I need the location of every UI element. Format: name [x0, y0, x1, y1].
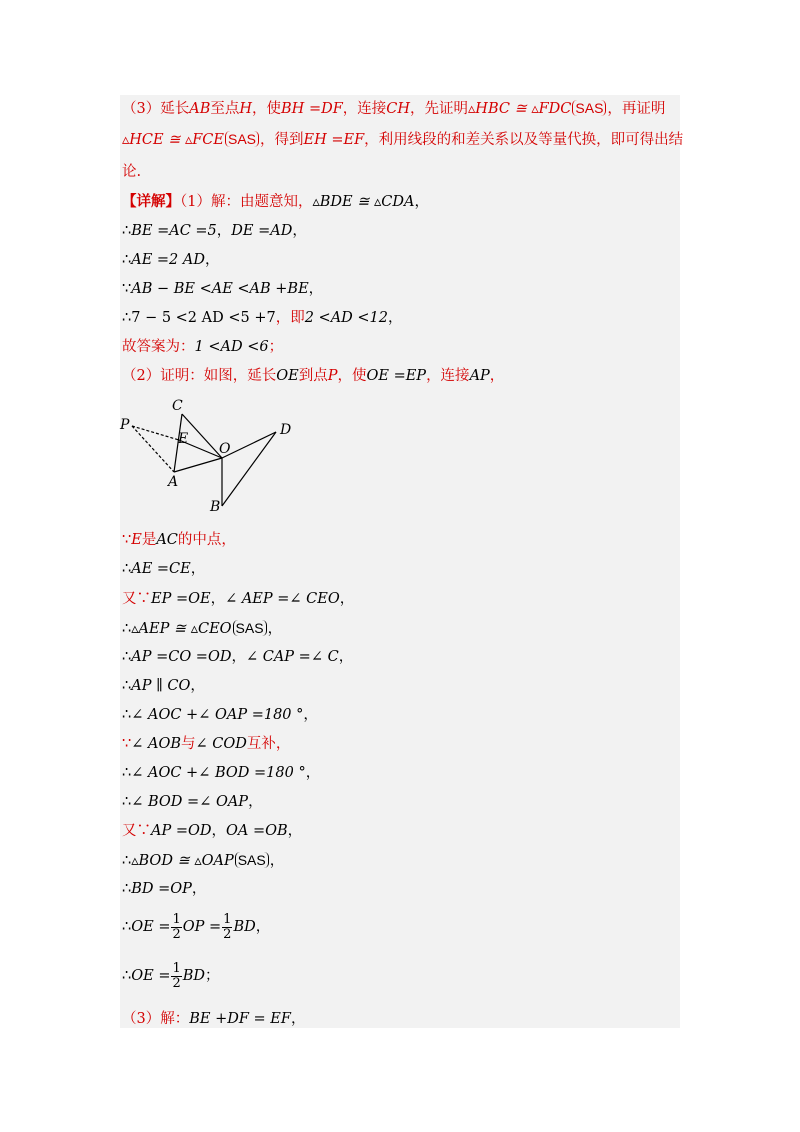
segment-ao: [174, 458, 222, 472]
geometry-figure: [116, 394, 316, 514]
proof-line-26: （3）解：BE +DF = EF，: [122, 1011, 306, 1027]
label-a: A: [168, 474, 179, 490]
hint-line-3: 论.: [122, 164, 142, 180]
proof-line-14: ∴▵AEP ≅ ▵CEO SAS ，: [122, 620, 283, 637]
label-b: B: [210, 499, 221, 514]
fraction-half: $\frac{1}{2}$: [172, 911, 181, 942]
answer-line: 故答案为：1 <AD <6；: [122, 339, 284, 355]
label-o: O: [219, 441, 231, 457]
proof-line-6: ∴AE =2 AD，: [122, 252, 220, 268]
proof-line-5: ∴BE =AC =5，DE =AD，: [122, 223, 307, 239]
proof-line-21: 又∵AP =OD，OA =OB，: [122, 823, 303, 839]
detail-heading: 【详解】: [122, 193, 180, 210]
proof-line-17: ∴∠ AOC +∠ OAP =180 °，: [122, 707, 318, 723]
label-c: C: [172, 398, 183, 414]
sas-tag: SAS: [225, 131, 259, 147]
proof-line-11: ∵E是AC的中点，: [122, 532, 236, 548]
dashed-segment-pe: [132, 426, 179, 440]
sas-tag: SAS: [235, 852, 269, 868]
proof-line-15: ∴AP =CO =OD，∠ CAP =∠ C，: [122, 649, 354, 665]
proof-line-25: ∴OE = $\frac{1}{2}$ BD；: [122, 960, 220, 991]
proof-line-16: ∴AP ∥ CO，: [122, 678, 205, 694]
hint-line-1: （3）延长AB至点H，使BH =DF，连接CH，先证明▵HBC ≅ ▵FDC SAS ，再证明: [122, 100, 666, 117]
proof-line-7: ∵AB − BE <AE <AB +BE，: [122, 281, 324, 297]
proof-line-20: ∴∠ BOD =∠ OAP，: [122, 794, 263, 810]
fraction-half: $\frac{1}{2}$: [223, 911, 232, 942]
sas-tag: SAS: [233, 620, 267, 636]
proof-line-23: ∴BD =OP，: [122, 881, 207, 897]
proof-line-24: ∴OE = $\frac{1}{2}$ OP = $\frac{1}{2}$ BD，: [122, 911, 271, 942]
detail-line-1: 【详解】（1）解：由题意知，▵BDE ≅ ▵CDA，: [122, 193, 429, 210]
hint-line-2: ▵HCE ≅ ▵FCE SAS ，得到EH =EF，利用线段的和差关系以及等量代换，即可得出结: [122, 131, 684, 148]
dashed-segment-pa: [132, 426, 174, 472]
proof-line-19: ∴∠ AOC +∠ BOD =180 °，: [122, 765, 321, 781]
proof-line-12: ∴AE =CE，: [122, 561, 206, 577]
proof-line-22: ∴▵BOD ≅ ▵OAP SAS ，: [122, 852, 285, 869]
proof-line-8: ∴7 − 5 <2 AD <5 +7，即2 <AD <12，: [122, 310, 403, 326]
proof-line-18: ∵∠ AOB与∠ COD互补，: [122, 736, 291, 752]
sas-tag: SAS: [572, 100, 606, 116]
proof-line-13: 又∵EP =OE，∠ AEP =∠ CEO，: [122, 591, 355, 607]
proof-line-10: （2）证明：如图，延长OE到点P，使OE =EP，连接AP，: [122, 368, 505, 384]
label-e: E: [178, 431, 189, 447]
label-d: D: [280, 422, 292, 438]
fraction-half: $\frac{1}{2}$: [172, 960, 181, 991]
label-p: P: [120, 417, 130, 433]
